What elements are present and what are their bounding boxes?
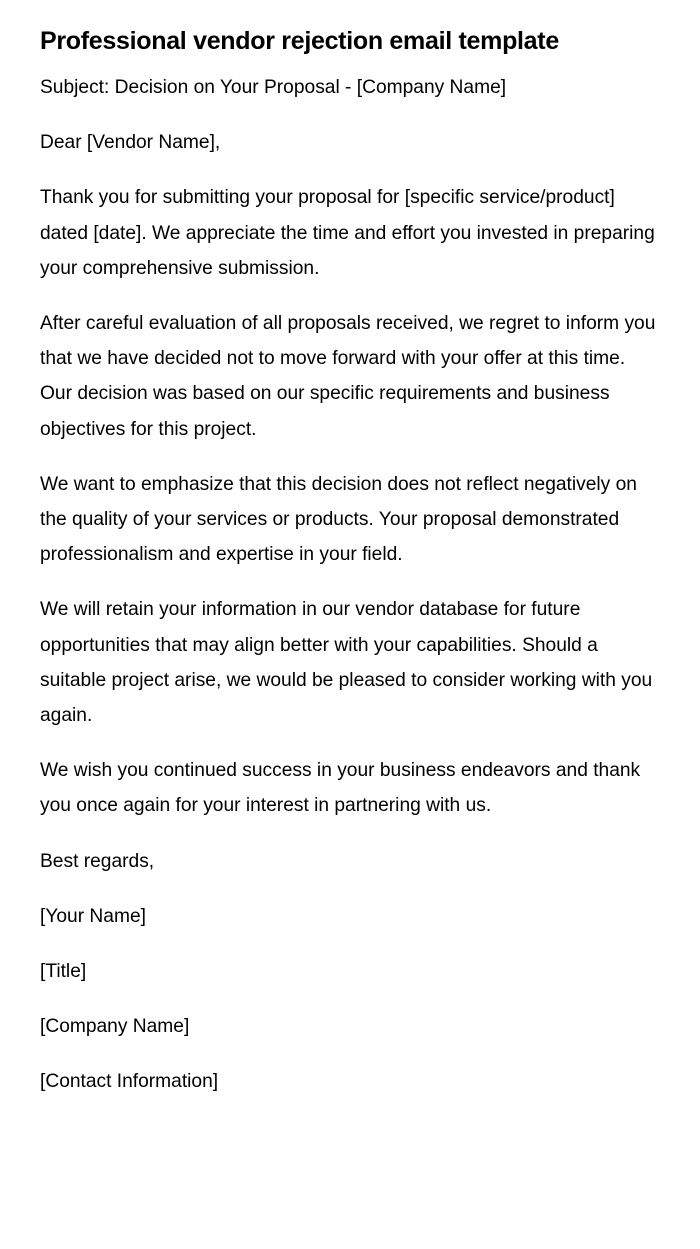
page-title: Professional vendor rejection email template: [40, 27, 559, 55]
signature-title: [Title]: [40, 961, 87, 983]
body-paragraph-emphasis: We want to emphasize that this decision does not reflect negatively on the quality of your services or products. Your proposal demonstrated professionalism and expertise in your field.: [40, 473, 637, 566]
body-paragraph-retain: We will retain your information in our vendor database for future opportunities that may align better with your capabilities. Should a suitable project arise, we would be pleased to consider working with you again.: [40, 599, 653, 727]
signature-name: [Your Name]: [40, 905, 146, 927]
signature-company: [Company Name]: [40, 1016, 190, 1038]
body-paragraph-wishes: We wish you continued success in your business endeavors and thank you once again for your interest in partnering with us.: [40, 760, 641, 817]
body-paragraph-decision: After careful evaluation of all proposals received, we regret to inform you that we have decided not to move forward with your offer at this time. Our decision was based on our specific requirements and business objectives for this project.: [40, 313, 656, 440]
body-paragraph-thanks: Thank you for submitting your proposal for [specific service/product] dated [date]. We appreciate the time and effort you invested in preparing your comprehensive submission.: [40, 187, 655, 279]
signature-contact: [Contact Information]: [40, 1071, 219, 1093]
email-subject: Subject: Decision on Your Proposal - [Company Name]: [40, 77, 507, 98]
email-greeting: Dear [Vendor Name],: [40, 132, 221, 154]
email-closing: Best regards,: [40, 850, 155, 872]
